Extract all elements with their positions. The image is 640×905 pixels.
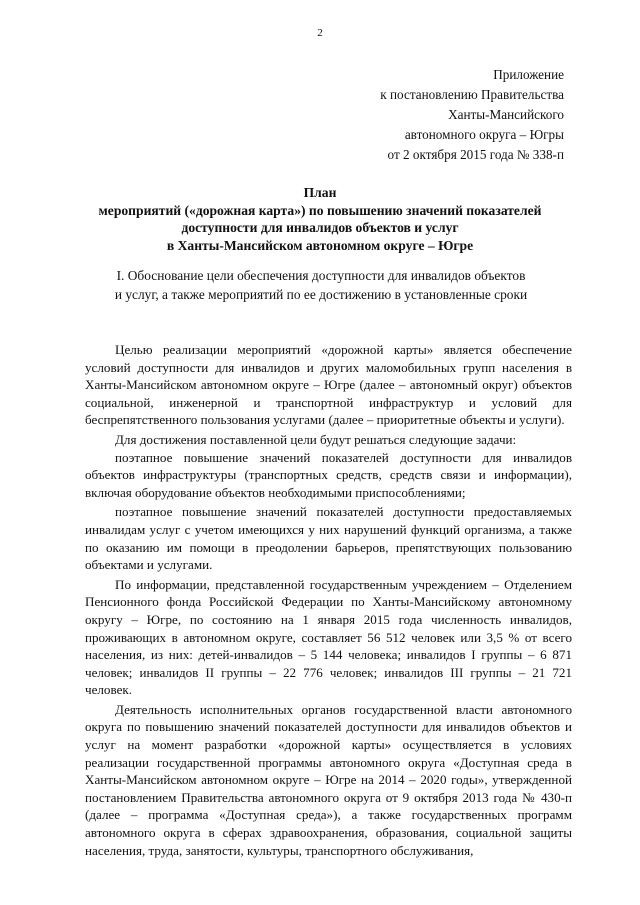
plan-title-block (70, 184, 570, 254)
section-heading (70, 266, 572, 304)
plan-subtitle-3: в Ханты-Мансийском автономном округе – Югре (166, 237, 474, 253)
page-number: 2 (317, 27, 323, 39)
body-text (85, 341, 572, 859)
plan-subtitle-1: мероприятий («дорожная карта») по повышению значений показателей (98, 202, 542, 218)
plan-subtitle-2: доступности для инвалидов объектов и услуг (181, 220, 459, 235)
appendix-line-1: Приложение (493, 67, 564, 82)
paragraph-goal: Целью реализации мероприятий «дорожной карты» является обеспечение условий доступности для инвалидов и других маломобильных групп населения в Ханты-Мансийском автономном округе – Югре (далее – автономный округ) объектов социальной, инженерной и транспортной инфраструктур и условий для беспрепятственного пользования услугами (далее – приоритетные объекты и услуги). (85, 342, 572, 428)
appendix-line-5: от 2 октября 2015 года № 338-п (387, 147, 564, 162)
appendix-line-2: к постановлению Правительства (380, 87, 564, 102)
appendix-line-3: Ханты-Мансийского (448, 107, 564, 122)
paragraph-statistics: По информации, представленной государственным учреждением – Отделением Пенсионного фонда Российской Федерации по Ханты-Мансийскому автономному округу – Югре, по состоянию на 1 января 2015 года численность инвалидов, проживающих в автономном округе, составляет 56 512 человек или 3,5 % от всего населения, из них: детей-инвалидов – 5 144 человека; инвалидов I группы – 6 871 человек; инвалидов II группы – 22 776 человек; инвалидов III группы – 21 721 человек. (85, 576, 572, 698)
paragraph-activities: Деятельность исполнительных органов государственной власти автономного округа по повышению значений показателей доступности для инвалидов объектов и услуг на момент разработки «дорожной карты» осуществляется в условиях реализации государственной программы автономного округа «Доступная среда в Ханты-Мансийском автономном округе – Югре на 2014 – 2020 годы», утвержденной постановлением Правительства автономного округа от 9 октября 2013 года № 430-п (далее – программа «Доступная среда»), а также государственных программ автономного округа в сферах здравоохранения, образования, социальной защиты населения, труда, занятости, культуры, транспортного обслуживания, (85, 701, 572, 858)
section-heading-line-1: I. Обоснование цели обеспечения доступности для инвалидов объектов (116, 268, 526, 283)
plan-title: План (303, 185, 337, 200)
paragraph-tasks-intro: Для достижения поставленной цели будут решаться следующие задачи: (115, 431, 517, 447)
section-heading-line-2: и услуг, а также мероприятий по ее достижению в установленные сроки (114, 287, 528, 302)
appendix-block (380, 65, 564, 165)
paragraph-task-1: поэтапное повышение значений показателей доступности для инвалидов объектов инфраструктуры (транспортных средств, средств связи и информации), включая оборудование объектов необходимыми приспособлениями; (85, 449, 572, 500)
appendix-line-4: автономного округа – Югры (404, 127, 564, 142)
paragraph-task-2: поэтапное повышение значений показателей доступности предоставляемых инвалидам услуг с учетом имеющихся у них нарушений функций организма, а также по оказанию им помощи в преодолении барьеров, препятствующих пользованию объектами и услугами. (85, 504, 572, 573)
